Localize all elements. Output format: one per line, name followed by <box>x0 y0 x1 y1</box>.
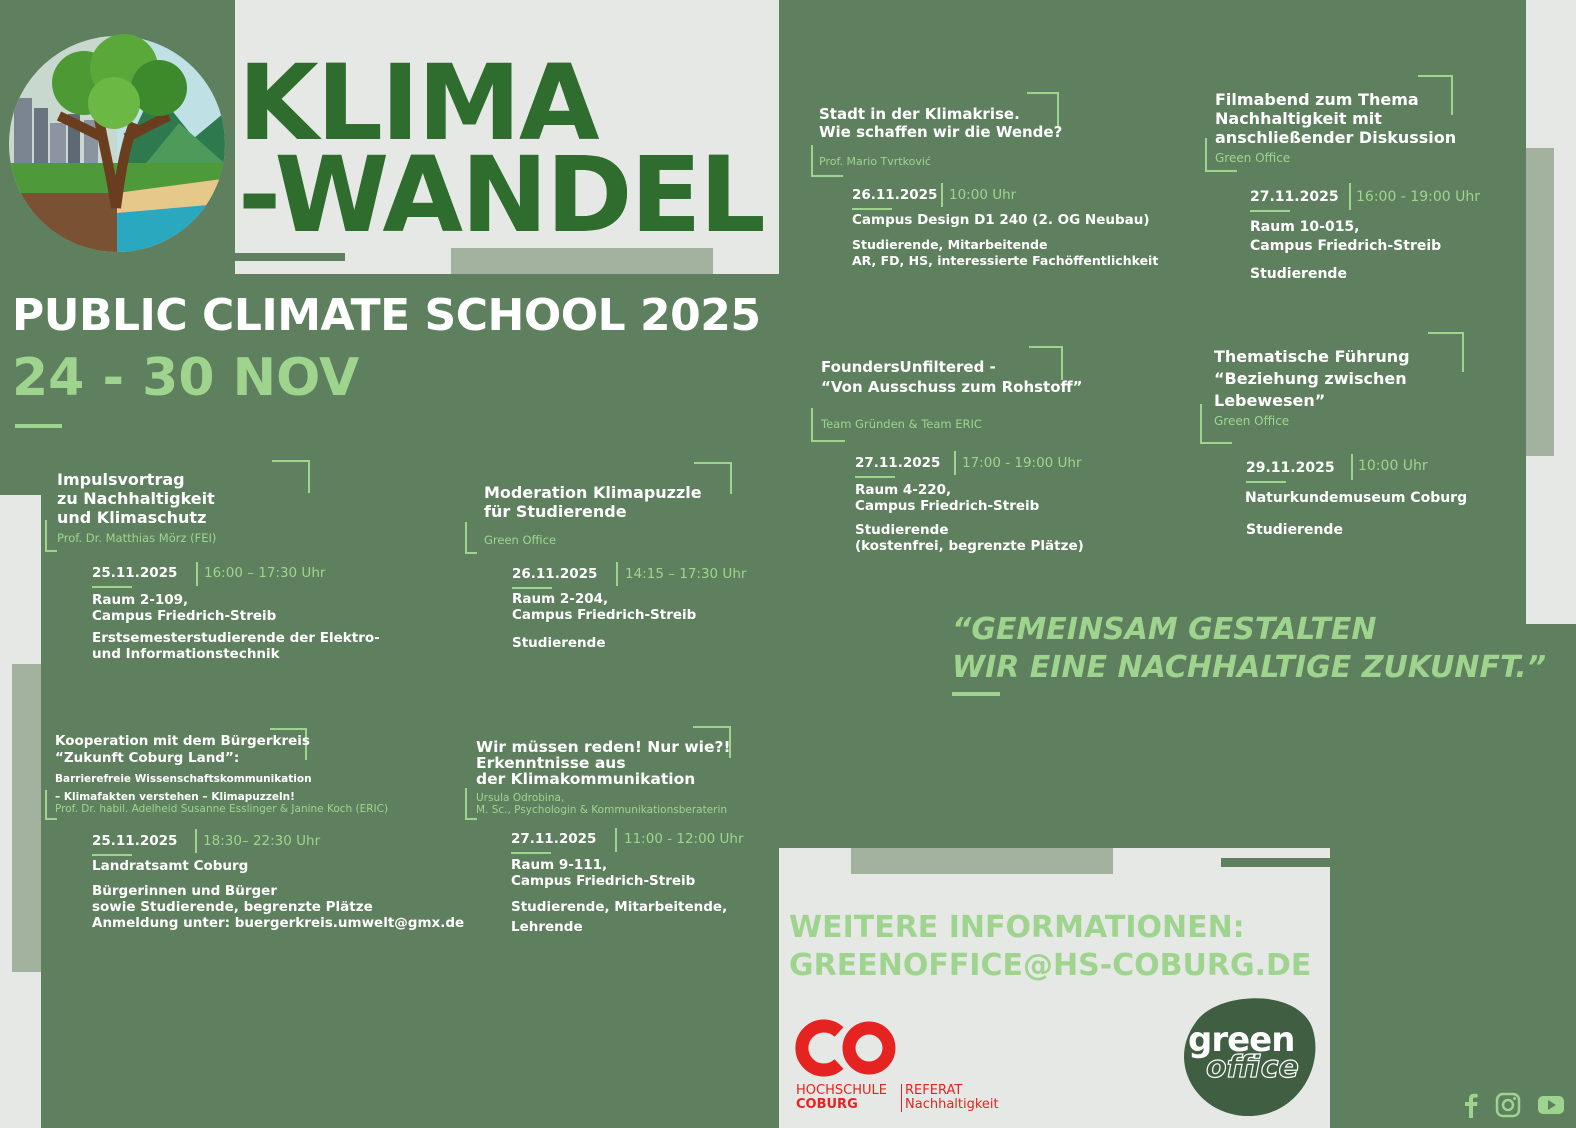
event-audience: Bürgerinnen und Bürger sowie Studierende, begrenzte Plätze Anmeldung unter: buergerkreis.umwelt@gmx.de <box>92 883 465 931</box>
date-underline <box>855 476 895 478</box>
event-title: Moderation Klimapuzzle für Studierende <box>484 483 702 521</box>
event-place: Raum 4-220, Campus Friedrich-Streib <box>855 482 1040 514</box>
divider <box>1349 183 1351 210</box>
date-underline <box>92 854 132 856</box>
event-date: 26.11.2025 <box>852 187 938 203</box>
event-speaker: Prof. Dr. habil. Adelheid Susanne Esslinger & Janine Koch (ERIC) <box>55 803 389 815</box>
event-title: Stadt in der Klimakrise. Wie schaffen wir die Wende? <box>819 105 1063 141</box>
card-corner <box>272 460 310 493</box>
event-audience: Studierende, Mitarbeitende, Lehrende <box>511 899 728 935</box>
event-date: 25.11.2025 <box>92 833 178 849</box>
event-speaker: Prof. Mario Tvrtković <box>819 155 931 168</box>
co-logo-icon <box>795 1018 897 1078</box>
event-place: Raum 2-109, Campus Friedrich-Streib <box>92 592 277 624</box>
event-date: 29.11.2025 <box>1246 460 1335 476</box>
info-panel-dark-bar <box>1221 858 1330 867</box>
event-audience: Studierende, Mitarbeitende AR, FD, HS, interessierte Fachöffentlichkeit <box>852 237 1159 268</box>
wandel-word: -WANDEL <box>238 140 764 250</box>
quote-underline <box>952 692 1000 696</box>
logo-divider <box>901 1084 902 1112</box>
event-speaker: Green Office <box>1214 414 1290 428</box>
card-corner <box>465 522 477 554</box>
divider <box>954 451 956 475</box>
event-title: Kooperation mit dem Bürgerkreis “Zukunft Coburg Land”: <box>55 733 310 766</box>
event-date: 27.11.2025 <box>1250 189 1339 205</box>
event-place: Raum 2-204, Campus Friedrich-Streib <box>512 591 697 623</box>
event-speaker: Ursula Odrobina, M. Sc., Psychologin & Kommunikationsberaterin <box>476 792 728 816</box>
ref-line-1: REFERAT <box>905 1083 963 1098</box>
event-title: FoundersUnfiltered - “Von Ausschuss zum Rohstoff” <box>821 358 1083 396</box>
info-panel-gray-bar <box>851 848 1113 874</box>
event-title: PUBLIC CLIMATE SCHOOL 2025 <box>12 290 761 341</box>
event-place: Raum 10-015, Campus Friedrich-Streib <box>1250 219 1442 254</box>
date-underline <box>512 587 552 589</box>
klima-word: KLIMA <box>238 42 598 164</box>
event-time: 10:00 Uhr <box>949 187 1017 203</box>
event-dates: 24 - 30 NOV <box>12 348 360 408</box>
climate-globe-illustration <box>4 28 230 260</box>
title-underline-gray <box>451 248 713 274</box>
green-office-word-1: green <box>1188 1020 1295 1060</box>
event-title: Impulsvortrag zu Nachhaltigkeit und Klimaschutz <box>57 470 215 527</box>
date-underline <box>92 586 132 588</box>
divider <box>615 828 617 852</box>
dates-underline <box>15 424 62 428</box>
event-time: 14:15 – 17:30 Uhr <box>625 566 747 582</box>
date-underline <box>1250 210 1290 212</box>
event-audience: Studierende <box>1246 522 1343 538</box>
event-place: Naturkundemuseum Coburg <box>1245 490 1468 506</box>
event-time: 17:00 - 19:00 Uhr <box>962 455 1082 471</box>
event-date: 27.11.2025 <box>511 831 597 847</box>
info-label: WEITERE INFORMATIONEN: <box>789 910 1245 945</box>
event-title: Thematische Führung “Beziehung zwischen Lebewesen” <box>1214 347 1410 410</box>
event-time: 18:30– 22:30 Uhr <box>203 833 321 849</box>
event-title: Filmabend zum Thema Nachhaltigkeit mit anschließender Diskussion <box>1215 90 1457 147</box>
title-underline-dark <box>235 253 345 261</box>
event-date: 27.11.2025 <box>855 455 941 471</box>
event-speaker: Team Gründen & Team ERIC <box>821 417 982 431</box>
event-audience: Studierende <box>1250 266 1347 282</box>
divider <box>616 562 618 586</box>
left-gray-bar <box>12 664 41 972</box>
green-office-logo <box>1176 992 1318 1118</box>
event-time: 11:00 - 12:00 Uhr <box>624 831 744 847</box>
right-gray-bar <box>1526 148 1554 456</box>
quote-line-1: “GEMEINSAM GESTALTEN <box>952 612 1377 647</box>
info-email[interactable]: GREENOFFICE@HS-COBURG.DE <box>789 948 1312 983</box>
instagram-icon[interactable] <box>1495 1092 1521 1118</box>
event-title: Wir müssen reden! Nur wie?! Erkenntnisse aus der Klimakommunikation <box>476 738 731 788</box>
event-audience: Studierende (kostenfrei, begrenzte Plätze) <box>855 522 1084 554</box>
event-speaker: Green Office <box>1215 151 1291 165</box>
event-speaker: Green Office <box>484 533 557 547</box>
facebook-icon[interactable] <box>1462 1092 1480 1118</box>
event-place: Raum 9-111, Campus Friedrich-Streib <box>511 857 696 889</box>
event-speaker: Prof. Dr. Matthias Mörz (FEI) <box>57 531 217 545</box>
date-underline <box>1246 481 1286 483</box>
divider <box>941 183 943 207</box>
event-subtitle: Barrierefreie Wissenschaftskommunikation – Klimafakten verstehen – Klimapuzzeln! <box>55 773 312 803</box>
divider <box>1351 454 1353 480</box>
event-place: Campus Design D1 240 (2. OG Neubau) <box>852 212 1150 228</box>
event-time: 16:00 - 19:00 Uhr <box>1356 189 1480 205</box>
event-time: 16:00 – 17:30 Uhr <box>204 565 326 581</box>
date-underline <box>511 852 551 854</box>
ref-line-2: Nachhaltigkeit <box>905 1097 999 1112</box>
event-date: 26.11.2025 <box>512 566 598 582</box>
divider <box>195 829 197 853</box>
quote-line-2: WIR EINE NACHHALTIGE ZUKUNFT.” <box>952 650 1547 685</box>
event-audience: Studierende <box>512 635 606 651</box>
hs-line-2: COBURG <box>796 1097 858 1112</box>
youtube-icon[interactable] <box>1538 1094 1564 1116</box>
event-place: Landratsamt Coburg <box>92 858 249 874</box>
event-audience: Erstsemesterstudierende der Elektro- und Informationstechnik <box>92 630 380 662</box>
divider <box>196 562 198 586</box>
card-corner <box>1428 332 1464 372</box>
green-office-word-2: office <box>1206 1050 1299 1085</box>
date-underline <box>852 208 892 210</box>
card-corner <box>45 520 57 552</box>
hs-line-1: HOCHSCHULE <box>796 1083 887 1098</box>
event-date: 25.11.2025 <box>92 565 178 581</box>
event-time: 10:00 Uhr <box>1358 458 1428 474</box>
